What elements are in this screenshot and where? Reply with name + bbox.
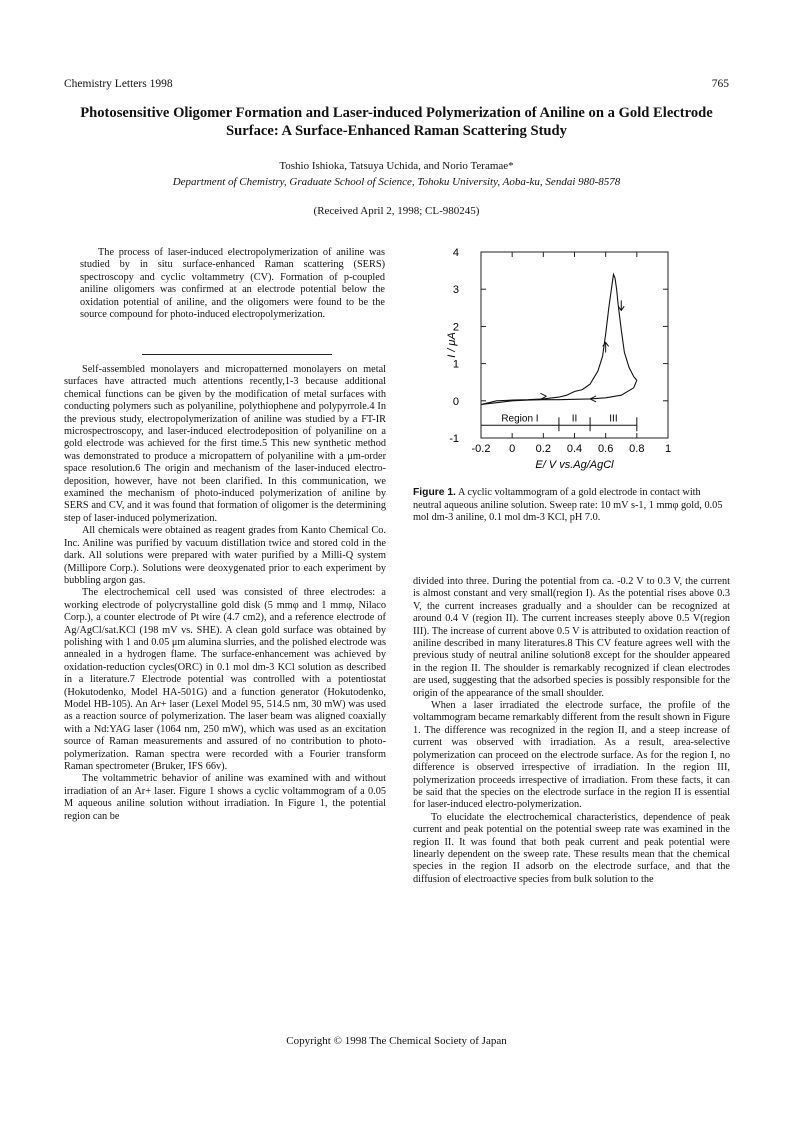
paragraph: All chemicals were obtained as reagent grades from Kanto Chemical Co. Inc. Aniline was purified by vacuum distillation twice and stored cold in the dark. All solutions were prepared with water purified by a Milli-Q system (Millipore Corp.). Solutions were deoxygenated prior to each experiment by bubbling argon gas.: [64, 525, 386, 586]
paper-title: Photosensitive Oligomer Formation and Laser-induced Polymerization of Aniline on a Gold Electrode Surface: A Surface-Enhanced Raman Scattering Study: [80, 105, 713, 139]
paragraph: When a laser irradiated the electrode surface, the profile of the voltammogram became remarkably different from the result shown in Figure 1. The difference was recognized in the region II, and a steep increase of current was observed with irradiation. As a result, area-selective polymerization can proceed on the electrode surface. As for the region I, no difference is observed irrespective of irradiation. In the region III, polymerization proceeds irrespective of irradiation. From these facts, it can be said that the species on the electrode surface in the region II is essential for laser-induced electro-polymerization.: [413, 700, 730, 811]
y-tick-label: 3: [452, 284, 459, 297]
y-tick-label: 4: [452, 247, 459, 259]
paragraph: To elucidate the electrochemical characteristics, dependence of peak current and peak potential on the potential sweep rate was examined in the region II. It was found that both peak current and peak potential were linearly dependent on the sweep rate. These results mean that the chemical species in the region II adsorb on the electrode surface, and that the diffusion of electroactive species from bulk solution to the: [413, 811, 730, 885]
y-tick-label: 2: [452, 321, 459, 334]
x-tick-label: 0.8: [629, 443, 645, 455]
x-tick-label: 0: [509, 443, 516, 455]
x-tick-label: 0.6: [598, 443, 614, 455]
voltammogram-line: [481, 274, 637, 404]
page-number: 765: [711, 78, 729, 90]
y-axis-label: I / μA: [446, 332, 458, 358]
caption-text: A cyclic voltammogram of a gold electrode in contact with neutral aqueous aniline solution. Sweep rate: 10 mV s-1, 1 mmφ gold, 0.05 mol dm-3 aniline, 0.1 mol dm-3 KCl, pH 7.0.: [413, 487, 723, 523]
running-head-journal: Chemistry Letters 1998: [64, 78, 173, 90]
y-tick-label: 1: [452, 358, 459, 371]
y-tick-label: 0: [452, 395, 459, 408]
paragraph: The voltammetric behavior of aniline was examined with and without irradiation of an Ar+ laser. Figure 1 shows a cyclic voltammogram of a 0.05 M aqueous aniline solution without irradiation. In Figure 1, the potential region can be: [64, 773, 386, 822]
x-axis-label: E/ V vs.Ag/AgCl: [535, 459, 614, 471]
caption-label: Figure 1.: [413, 487, 456, 498]
body-right-column: [413, 576, 730, 886]
abstract-divider: [142, 354, 332, 355]
figure-1: [413, 240, 730, 480]
paragraph: divided into three. During the potential from ca. -0.2 V to 0.3 V, the current is almost constant and very small(region I). As the potential rises above 0.3 V, the current increases gradually and a shoulder can be recognized at around 0.4 V (region II). The current increases steeply above 0.5 V(region III). The increase of current above 0.5 V is attributed to oxidation reaction of aniline described in many literatures.8 This CV feature agrees well with the previous study of neutral aniline solution8 except for the shoulder appeared in the region II. The shoulder is remarkably recognized if clean electrodes are used, suggesting that the adsorbed species is possibly responsible for the origin of the appearance of the small shoulder.: [413, 576, 730, 699]
affiliation: Department of Chemistry, Graduate School of Science, Tohoku University, Aoba-ku, Sendai 980-8578: [172, 176, 621, 188]
abstract: [80, 247, 385, 321]
cyclic-voltammogram-chart: [413, 240, 730, 480]
plot-frame: [481, 252, 668, 438]
abstract-text: The process of laser-induced electropolymerization of aniline was studied by in situ surface-enhanced Raman scattering (SERS) spectroscopy and cyclic voltammetry (CV). Formation of p-coupled aniline oligomers was confirmed at an electrode potential below the oxidation potential of aniline, and the oligomers were found to be the source compound for photo-induced electropolymerization.: [80, 247, 385, 321]
paragraph: The electrochemical cell used was consisted of three electrodes: a working electrode of polycrystalline gold disk (5 mmφ and 1 mmφ, Nilaco Corp.), a counter electrode of Pt wire (4.7 cm2), and a reference electrode of Ag/AgCl/sat.KCl (198 mV vs. SHE). A clean gold surface was obtained by polishing with 1 and 0.05 μm alumina slurries, and the polished electrode was annealed in a hydrogen flame. The surface-enhancement was achieved by oxidation-reduction cycles(ORC) in 0.1 mol dm-3 KCl solution as described in a literature.7 Electrode potential was controlled with a potentiostat (Hokutodenko, Model HA-501G) and a function generator (Hokutodenko, Model HB-105). An Ar+ laser (Lexel Model 95, 514.5 nm, 30 mW) was used as a reaction source of polymerization. The laser beam was aligned coaxially with a Nd:YAG laser (1064 nm, 250 mW), which was used as an excitation source of Raman measurements and assured of no contribution to photo-polymerization. Raman spectra were recorded with a Fourier transform Raman spectrometer (Bruker, IFS 66v).: [64, 587, 386, 772]
authors: Toshio Ishioka, Tatsuya Uchida, and Norio Teramae*: [279, 160, 514, 172]
received-date: (Received April 2, 1998; CL-980245): [313, 205, 480, 217]
x-tick-label: 0.4: [566, 443, 583, 455]
x-tick-label: 1: [664, 443, 672, 455]
region-label: III: [609, 413, 618, 425]
x-tick-label: 0.2: [535, 443, 551, 455]
copyright-footer: Copyright © 1998 The Chemical Society of Japan: [286, 1035, 507, 1047]
region-label: II: [571, 413, 578, 425]
region-label: Region I: [501, 413, 539, 425]
body-left-column: [64, 364, 386, 823]
y-tick-label: -1: [449, 433, 459, 445]
paragraph: Self-assembled monolayers and micropatterned monolayers on metal surfaces have attracted much attentions recently,1-3 because additional chemical functions can be given by the modification of metal surfaces with conducting polymers such as polyaniline, polythiophene and polypyrrole.4 In the previous study, electropolymerization of aniline was studied by a FT-IR microspectroscopy, and laser-induced electrodeposition of polyaniline on a gold electrode was achieved for the first time.5 This new synthetic method was demonstrated to produce a micropattern of polyaniline with a μm-order space resolution.6 The origin and mechanism of the laser-induced electro-deposition, however, have not been clarified. In this communication, we examined the mechanism of photo-induced polymerization of aniline by SERS and CV, and it was found that formation of oligomer is the determining step of laser-induced polymerization.: [64, 364, 386, 524]
x-tick-label: -0.2: [471, 443, 491, 455]
figure-caption: [413, 487, 730, 525]
